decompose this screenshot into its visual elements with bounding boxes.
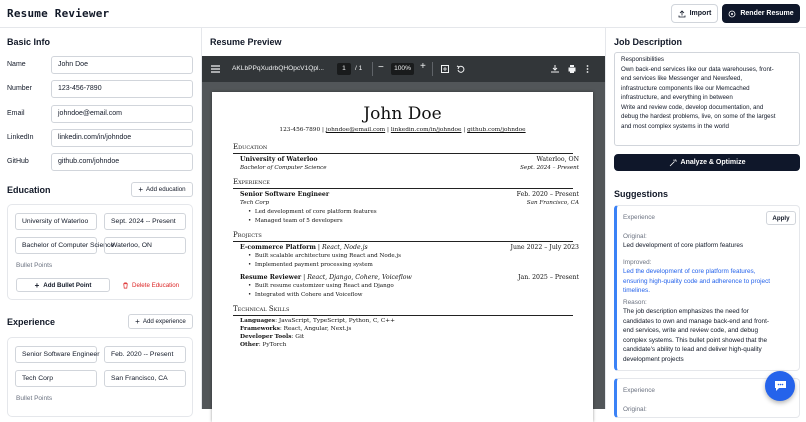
email-label: Email [7,110,25,117]
section-rule [233,241,573,242]
improved-label: Improved: [623,259,652,266]
resume-exp-company: Tech Corp [240,200,270,206]
delete-education-label: Delete Education [132,281,180,289]
resume-proj1-bullet-text: Implemented payment processing system [254,262,373,268]
reason-line: candidate's ability to lead and deliver high-quality [623,346,762,353]
resume-proj2-bullet: • Integrated with Cohere and Voiceflow [248,292,363,298]
jd-line: and most complex systems in the world [621,122,729,130]
original-text: Led development of core platform features [623,242,744,249]
app-title: Resume Reviewer [7,7,110,20]
jd-line: Responsibilities [621,56,664,63]
section-rule [233,188,573,189]
experience-role-field[interactable]: Senior Software Engineer [15,346,97,363]
resume-exp-bullet-text: Managed team of 5 developers [254,218,343,224]
resume-proj2-dates: Jan. 2025 – Present [518,274,579,281]
resume-proj1-name: E-commerce Platform [240,244,316,251]
job-description-panel [605,28,806,413]
reason-line: development projects [623,355,684,363]
render-resume-button[interactable] [722,4,800,23]
number-label: Number [7,85,32,92]
education-location-field[interactable]: Waterloo, ON [104,237,186,254]
experience-bullets-label: Bullet Points [16,395,53,402]
resume-edu-school: University of Waterloo [240,156,318,163]
plus-icon: + [34,280,40,290]
education-title: Education [7,185,51,195]
basic-info-title: Basic Info [7,37,51,47]
resume-proj2-bullet-text: Built resume customizer using React and Django [254,283,394,289]
experience-title: Experience [7,317,56,327]
resume-page [212,92,593,422]
resume-preview-panel [202,28,605,409]
chat-icon [774,380,787,392]
resume-exp-dates: Feb. 2020 – Present [516,191,579,198]
resume-skill-row [240,318,395,324]
resume-skill-label: Other [240,342,259,348]
improved-line: Led the development of core platform features, [623,268,756,275]
resume-exp-bullet-text: Led development of core platform features [254,209,377,215]
print-icon[interactable] [568,65,576,73]
jd-line: infrastructure components like our Memcached [621,84,750,92]
plus-icon: + [138,185,144,194]
add-education-label: Add education [146,186,186,193]
analyze-label: Analyze & Optimize [680,159,746,166]
preview-title: Resume Preview [210,37,282,47]
add-bullet-label: Add Bullet Point [43,281,92,289]
import-button[interactable] [671,4,718,23]
pdf-viewer[interactable] [202,82,605,409]
more-options-icon[interactable] [586,65,589,73]
plus-icon: + [135,317,140,326]
render-icon [728,10,736,18]
improved-line: timelines. [623,287,650,294]
reason-line: The job description emphasizes the need for [623,308,749,315]
resume-proj1-bullet: • Implemented payment processing system [248,262,373,268]
zoom-in-icon[interactable]: + [420,61,426,72]
resume-edu-location: Waterloo, ON [536,156,579,163]
resume-skill-value: : JavaScript, TypeScript, Python, C, C++ [275,318,396,324]
improved-text [623,267,770,296]
experience-dates-field[interactable]: Feb. 2020 -- Present [104,346,186,363]
education-bullets-label: Bullet Points [16,262,53,269]
resume-projects-heading: Projects [233,231,262,239]
resume-edu-degree: Bachelor of Computer Science [240,165,327,171]
resume-exp-location: San Francisco, CA [526,200,579,206]
add-experience-button[interactable] [128,314,193,329]
add-education-button[interactable] [131,182,193,197]
fit-page-icon[interactable] [441,65,449,73]
experience-location-field[interactable]: San Francisco, CA [104,370,186,387]
job-description-textarea[interactable] [614,52,800,146]
job-description-title: Job Description [614,37,683,47]
page-total: / 1 [355,65,363,72]
section-rule [233,153,573,154]
jd-line: debug the hardest problems, live, on some of the largest [621,113,776,120]
menu-icon[interactable] [211,65,220,73]
resume-skill-value: : React, Angular, Next.js [279,326,352,332]
resume-skill-row [240,326,351,332]
improved-line: ensuring high-quality code and adherence to project [623,277,771,285]
jd-line: Write and review code, develop documentation, and [621,103,764,111]
resume-proj1-dates: June 2022 – July 2023 [510,244,579,251]
resume-skill-label: Developer Tools [240,334,292,340]
number-field[interactable]: 123-456-7890 [51,80,193,98]
linkedin-label: LinkedIn [7,134,34,141]
zoom-out-icon[interactable]: − [378,62,384,73]
resume-linkedin[interactable]: linkedin.com/in/johndoe [390,127,462,133]
email-field[interactable]: johndoe@email.com [51,105,193,123]
resume-exp-bullet: • Led development of core platform features [248,209,377,215]
chat-button[interactable] [765,371,795,401]
resume-experience-heading: Experience [233,178,270,186]
suggestion-section: Experience [623,387,655,394]
resume-skill-label: Languages [240,318,276,324]
suggestion-section: Experience [623,214,655,221]
jd-line: infrastructure, and everything in between [621,94,733,101]
resume-skill-value: : PyTorch [258,342,287,348]
resume-name: John Doe [363,104,442,124]
reason-label: Reason: [623,299,647,306]
top-bar [0,0,806,28]
apply-button[interactable]: Apply [766,211,796,225]
education-dates-field[interactable]: Sept. 2024 -- Present [104,213,186,230]
reason-line: end services, write and review code, and debug [623,327,758,334]
original-label: Original: [623,233,647,240]
resume-proj2-tech: React, Django, Cohere, Voiceflow [307,274,412,281]
section-rule [233,315,573,316]
jd-line: Own back-end services like our data warehouses, front- [621,65,774,73]
education-school-field[interactable]: University of Waterloo [15,213,97,230]
reason-line: complex systems. This bullet point showed that the [623,336,768,344]
resume-github[interactable]: github.com/johndoe [467,127,526,133]
github-label: GitHub [7,158,29,165]
add-experience-label: Add experience [142,318,186,325]
experience-company-field[interactable]: Tech Corp [15,370,97,387]
delete-education-button[interactable] [122,278,179,292]
jd-line: end services like Messenger and Newsfeed, [621,75,743,82]
resume-proj1-title: E-commerce Platform | React, Node.js [240,244,368,251]
resume-education-heading: Education [233,143,268,151]
resume-skill-row [240,342,286,348]
analyze-optimize-button[interactable] [614,154,800,171]
magic-wand-icon [669,159,677,167]
toolbar-divider [372,62,373,76]
linkedin-field[interactable]: linkedin.com/in/johndoe [51,129,193,147]
page-number-input[interactable]: 1 [337,63,351,75]
resume-phone: 123-456-7890 [279,127,321,133]
education-degree-field[interactable]: Bachelor of Computer Science [15,237,97,254]
resume-skill-row [240,334,304,340]
resume-contact: 123-456-7890 | johndoe@email.com | linkedin.com/in/johndoe | github.com/johndoe [279,127,526,133]
experience-card [7,337,193,417]
trash-icon [122,282,129,289]
resume-proj1-bullet-text: Built scalable architecture using React and Node.js [254,253,402,259]
resume-exp-bullet: • Managed team of 5 developers [248,218,343,224]
reason-text [623,307,769,364]
download-icon[interactable] [551,65,559,73]
resume-skill-label: Frameworks [240,326,280,332]
resume-editor [0,28,202,409]
original-label: Original: [623,406,647,413]
resume-proj2-title: Resume Reviewer | React, Django, Cohere, Voiceflow [240,274,412,281]
suggestions-title: Suggestions [614,189,669,199]
resume-exp-role: Senior Software Engineer [240,191,330,198]
resume-proj1-tech: React, Node.js [321,244,368,251]
reason-line: candidates to own and manage back-end and front- [623,317,770,325]
resume-proj2-bullet: • Built resume customizer using React and Django [248,283,394,289]
import-label: Import [689,10,712,17]
name-label: Name [7,61,26,68]
name-field[interactable]: John Doe [51,56,193,74]
pdf-file-name: AKLbPPqXudrbQHOpcV1Qpl... [232,65,324,72]
education-card [7,204,193,300]
pdf-toolbar [202,56,605,82]
resume-proj1-bullet: • Built scalable architecture using React and Node.js [248,253,402,259]
resume-proj2-name: Resume Reviewer [240,274,302,281]
render-label: Render Resume [740,10,794,17]
rotate-icon[interactable] [457,65,465,73]
add-bullet-button[interactable] [16,278,110,292]
resume-edu-dates: Sept. 2024 – Present [520,165,579,171]
toolbar-divider [432,62,433,76]
resume-skill-value: : Git [291,334,305,340]
github-field[interactable]: github.com/johndoe [51,153,193,171]
resume-skills-heading: Technical Skills [233,305,290,313]
zoom-level[interactable]: 100% [391,63,414,75]
upload-icon [678,10,686,18]
resume-proj2-bullet-text: Integrated with Cohere and Voiceflow [254,292,363,298]
resume-email[interactable]: johndoe@email.com [325,127,386,133]
suggestion-card [614,205,800,371]
